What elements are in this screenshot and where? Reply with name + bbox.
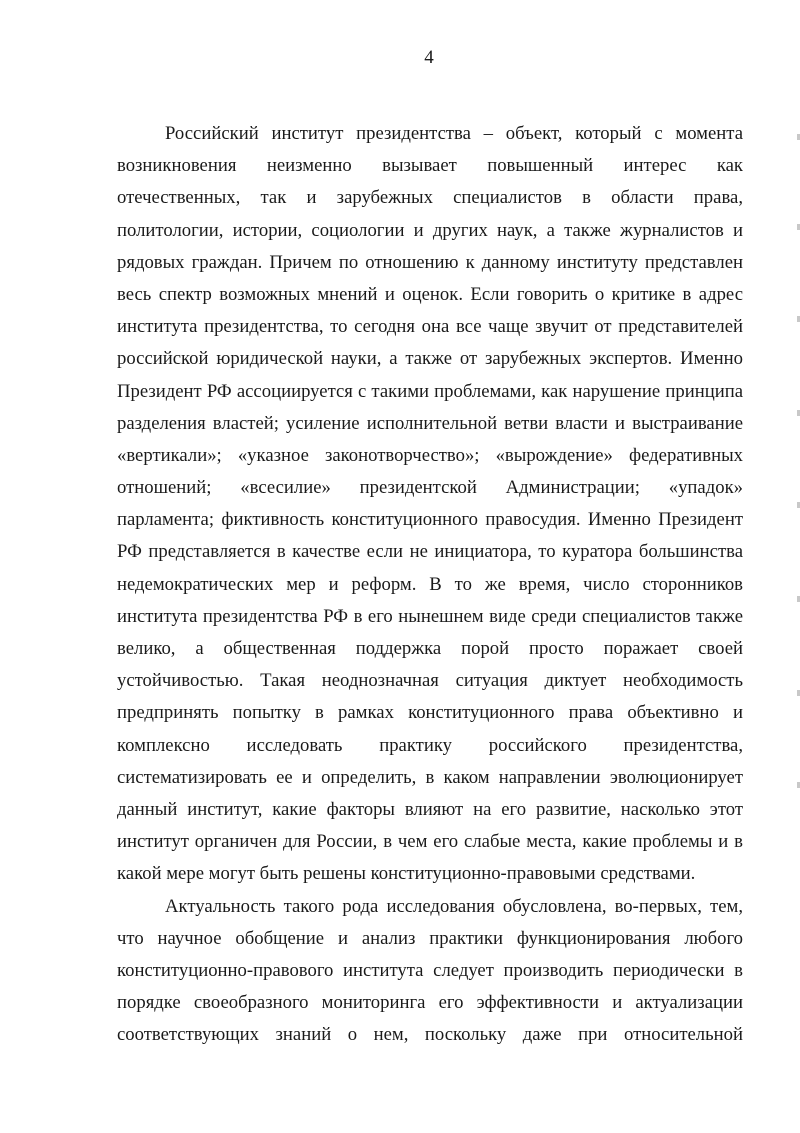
text-line: комплексно исследовать практику российского президентства, — [117, 734, 743, 756]
text-line: «вертикали»; «указное законотворчество»; «вырождение» федеративных — [117, 444, 743, 466]
paragraph-1 — [117, 118, 743, 891]
text-line: недемократических мер и реформ. В то же время, число сторонников — [117, 573, 743, 595]
text-line: возникновения неизменно вызывает повышенный интерес как — [117, 155, 743, 177]
text-line: систематизировать ее и определить, в каком направлении эволюционирует — [117, 766, 743, 788]
text-line: институт органичен для России, в чем его слабые места, какие проблемы и в — [117, 831, 743, 853]
text-line: отечественных, так и зарубежных специалистов в области права, — [117, 187, 743, 209]
scan-edge-marks — [796, 120, 800, 840]
text-line: института президентства РФ в его нынешнем виде среди специалистов также — [117, 605, 743, 627]
text-line: политологии, истории, социологии и других наук, а также журналистов и — [117, 219, 743, 241]
paragraph-2 — [117, 891, 743, 1052]
text-line: отношений; «всесилие» президентской Администрации; «упадок» — [117, 477, 743, 499]
text-line: РФ представляется в качестве если не инициатора, то куратора большинства — [117, 541, 743, 563]
text-line: велико, а общественная поддержка порой просто поражает своей — [117, 638, 743, 659]
text-line: Президент РФ ассоциируется с такими проблемами, как нарушение принципа — [117, 380, 743, 402]
text-line: рядовых граждан. Причем по отношению к данному институту представлен — [117, 251, 743, 273]
body-text — [117, 118, 743, 1051]
text-line: устойчивостью. Такая неоднозначная ситуация диктует необходимость — [117, 670, 743, 692]
text-line: конституционно-правового института следует производить периодически в — [117, 959, 743, 981]
text-line: российской юридической науки, а также от зарубежных экспертов. Именно — [117, 348, 743, 370]
text-line: разделения властей; усиление исполнительной ветви власти и выстраивание — [117, 412, 743, 434]
text-line: предпринять попытку в рамках конституционного права объективно и — [117, 702, 743, 724]
text-line: соответствующих знаний о нем, поскольку даже при относительной — [117, 1024, 743, 1046]
text-line: Российский институт президентства – объект, который с момента — [165, 123, 743, 144]
text-line: порядке своеобразного мониторинга его эффективности и актуализации — [117, 992, 743, 1014]
text-line: что научное обобщение и анализ практики функционирования любого — [117, 927, 743, 949]
page-number: 4 — [424, 47, 434, 68]
text-line: института президентства, то сегодня она все чаще звучит от представителей — [117, 316, 743, 338]
text-line: Актуальность такого рода исследования обусловлена, во-первых, тем, — [165, 895, 743, 917]
text-line: парламента; фиктивность конституционного правосудия. Именно Президент — [117, 509, 743, 531]
text-line: какой мере могут быть решены конституционно-правовыми средствами. — [117, 863, 696, 885]
text-line: весь спектр возможных мнений и оценок. Если говорить о критике в адрес — [117, 283, 743, 305]
text-line: данный институт, какие факторы влияют на его развитие, насколько этот — [117, 798, 743, 820]
